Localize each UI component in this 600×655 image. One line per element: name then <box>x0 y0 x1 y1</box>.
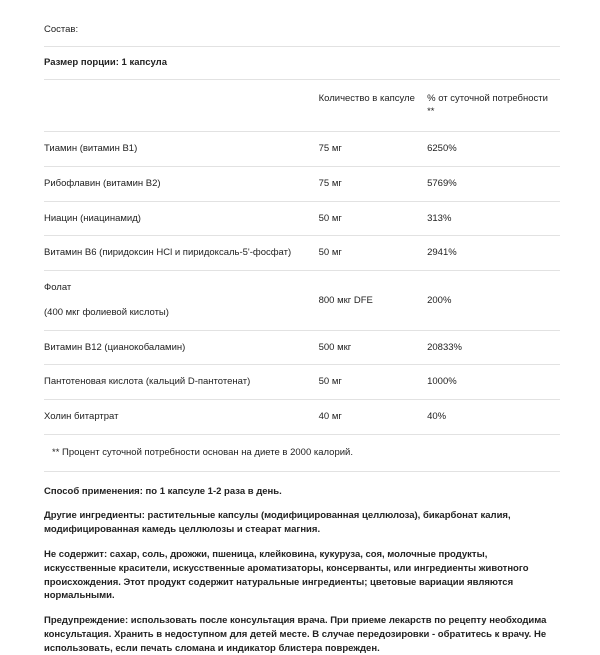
nutrient-name: Ниацин (ниацинамид) <box>44 201 319 236</box>
nutrient-name-primary: Фолат <box>44 282 72 294</box>
nutrient-daily-value: 6250% <box>427 132 560 167</box>
nutrient-name <box>44 271 319 331</box>
nutrient-daily-value: 313% <box>427 201 560 236</box>
nutrient-name: Витамин B12 (цианокобаламин) <box>44 330 319 365</box>
section-spacer <box>44 472 560 485</box>
nutrient-daily-value: 2941% <box>427 236 560 271</box>
nutrient-amount: 50 мг <box>319 365 428 400</box>
table-row <box>44 330 560 365</box>
table-row <box>44 236 560 271</box>
nutrient-daily-value: 40% <box>427 400 560 435</box>
nutrient-amount: 50 мг <box>319 201 428 236</box>
notes-section <box>44 485 560 655</box>
nutrient-name: Холин битартрат <box>44 400 319 435</box>
nutrient-amount: 50 мг <box>319 236 428 271</box>
table-row <box>44 201 560 236</box>
nutrient-amount: 500 мкг <box>319 330 428 365</box>
column-header-nutrient <box>44 80 319 132</box>
serving-size-label: Размер порции: 1 капсула <box>44 56 167 68</box>
nutrient-name: Пантотеновая кислота (кальций D-пантотенат) <box>44 365 319 400</box>
table-row <box>44 166 560 201</box>
nutrient-amount: 75 мг <box>319 132 428 167</box>
composition-label: Состав: <box>44 24 79 35</box>
serving-size-row <box>44 47 560 80</box>
column-header-amount: Количество в капсуле <box>319 80 428 132</box>
table-row <box>44 271 560 331</box>
table-header-row <box>44 80 560 132</box>
nutrient-name-secondary: (400 мкг фолиевой кислоты) <box>44 306 169 318</box>
nutrient-amount: 40 мг <box>319 400 428 435</box>
nutrient-name: Рибофлавин (витамин B2) <box>44 166 319 201</box>
nutrient-amount: 75 мг <box>319 166 428 201</box>
nutrient-daily-value: 20833% <box>427 330 560 365</box>
daily-value-footnote: ** Процент суточной потребности основан на диете в 2000 калорий. <box>44 435 560 472</box>
nutrient-daily-value: 200% <box>427 271 560 331</box>
other-ingredients: Другие ингредиенты: растительные капсулы (модифицированная целлюлоза), бикарбонат калия, модифицированная камедь целлюлозы и стеарат магния. <box>44 510 511 536</box>
free-from-statement: Не содержит: сахар, соль, дрожжи, пшеница, клейковина, кукуруза, соя, молочные продукты, искусственные красители, искусственные ароматизаторы, консерванты, или ингредиенты животного происхождения. Этот продукт содержит натуральные ингредиенты; цветовые вариации являются нормальными. <box>44 549 529 602</box>
table-row <box>44 365 560 400</box>
warning-statement: Предупреждение: использовать после консультация врача. При приеме лекарств по рецепту необходима консультация. Хранить в недоступном для детей месте. В случае передозировки - обратитесь к врачу. Не использовать, если печать сломана и индикатор блистера поврежден. <box>44 615 547 654</box>
nutrient-daily-value: 1000% <box>427 365 560 400</box>
table-row <box>44 132 560 167</box>
composition-label-row <box>44 14 560 47</box>
nutrient-amount: 800 мкг DFE <box>319 271 428 331</box>
supplement-facts-table <box>44 80 560 435</box>
table-row <box>44 400 560 435</box>
nutrient-name: Витамин B6 (пиридоксин HCl и пиридоксаль-5'-фосфат) <box>44 236 319 271</box>
column-header-daily-value: % от суточной потребности ** <box>427 80 560 132</box>
usage-directions: Способ применения: по 1 капсуле 1-2 раза в день. <box>44 485 282 497</box>
nutrient-name: Тиамин (витамин B1) <box>44 132 319 167</box>
nutrient-daily-value: 5769% <box>427 166 560 201</box>
